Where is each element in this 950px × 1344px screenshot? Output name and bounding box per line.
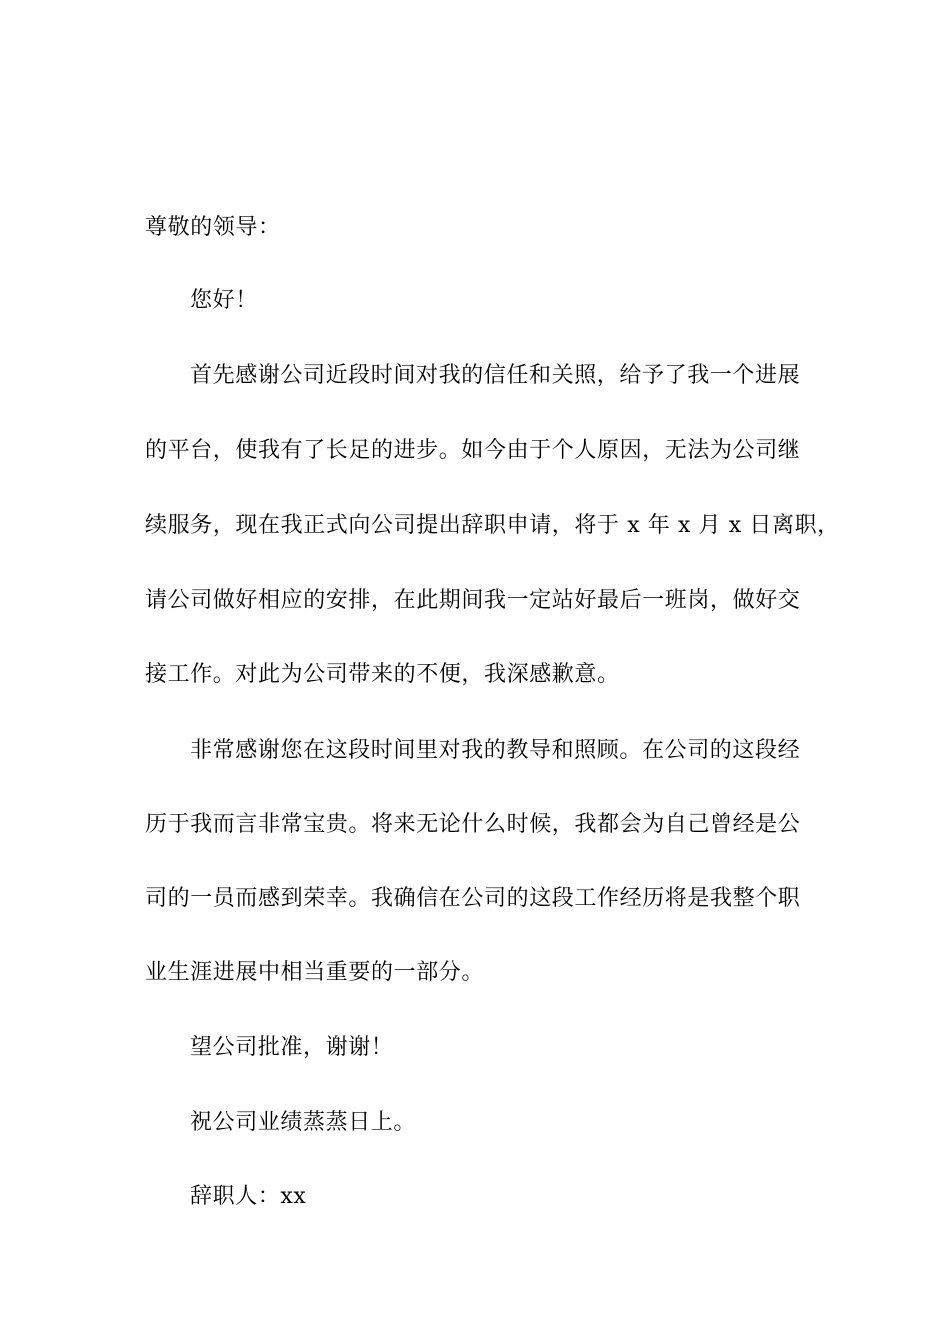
greeting: 您好！ — [190, 288, 258, 313]
paragraph1-line2: 的平台，使我有了长足的进步。如今由于个人原因，无法为公司继 — [145, 438, 801, 463]
paragraph1-line4: 请公司做好相应的安排，在此期间我一定站好最后一班岗，做好交 — [145, 588, 801, 613]
wish-line: 祝公司业绩蒸蒸日上。 — [190, 1110, 417, 1135]
request-line: 望公司批准，谢谢！ — [190, 1035, 394, 1060]
paragraph2-line4: 业生涯进展中相当重要的一部分。 — [145, 960, 485, 985]
paragraph1-line3: 续服务，现在我正式向公司提出辞职申请，将于 x 年 x 月 x 日离职， — [145, 513, 840, 538]
paragraph1-line5: 接工作。对此为公司带来的不便，我深感歉意。 — [145, 662, 620, 687]
paragraph2-line3: 司的一员而感到荣幸。我确信在公司的这段工作经历将是我整个职 — [145, 886, 801, 911]
signature-line: 辞职人：xx — [190, 1184, 307, 1209]
paragraph2-line1: 非常感谢您在这段时间里对我的教导和照顾。在公司的这段经 — [190, 738, 801, 763]
paragraph2-line2: 历于我而言非常宝贵。将来无论什么时候，我都会为自己曾经是公 — [145, 812, 801, 837]
salutation: 尊敬的领导： — [145, 215, 281, 240]
paragraph1-line1: 首先感谢公司近段时间对我的信任和关照，给予了我一个进展 — [190, 363, 801, 388]
